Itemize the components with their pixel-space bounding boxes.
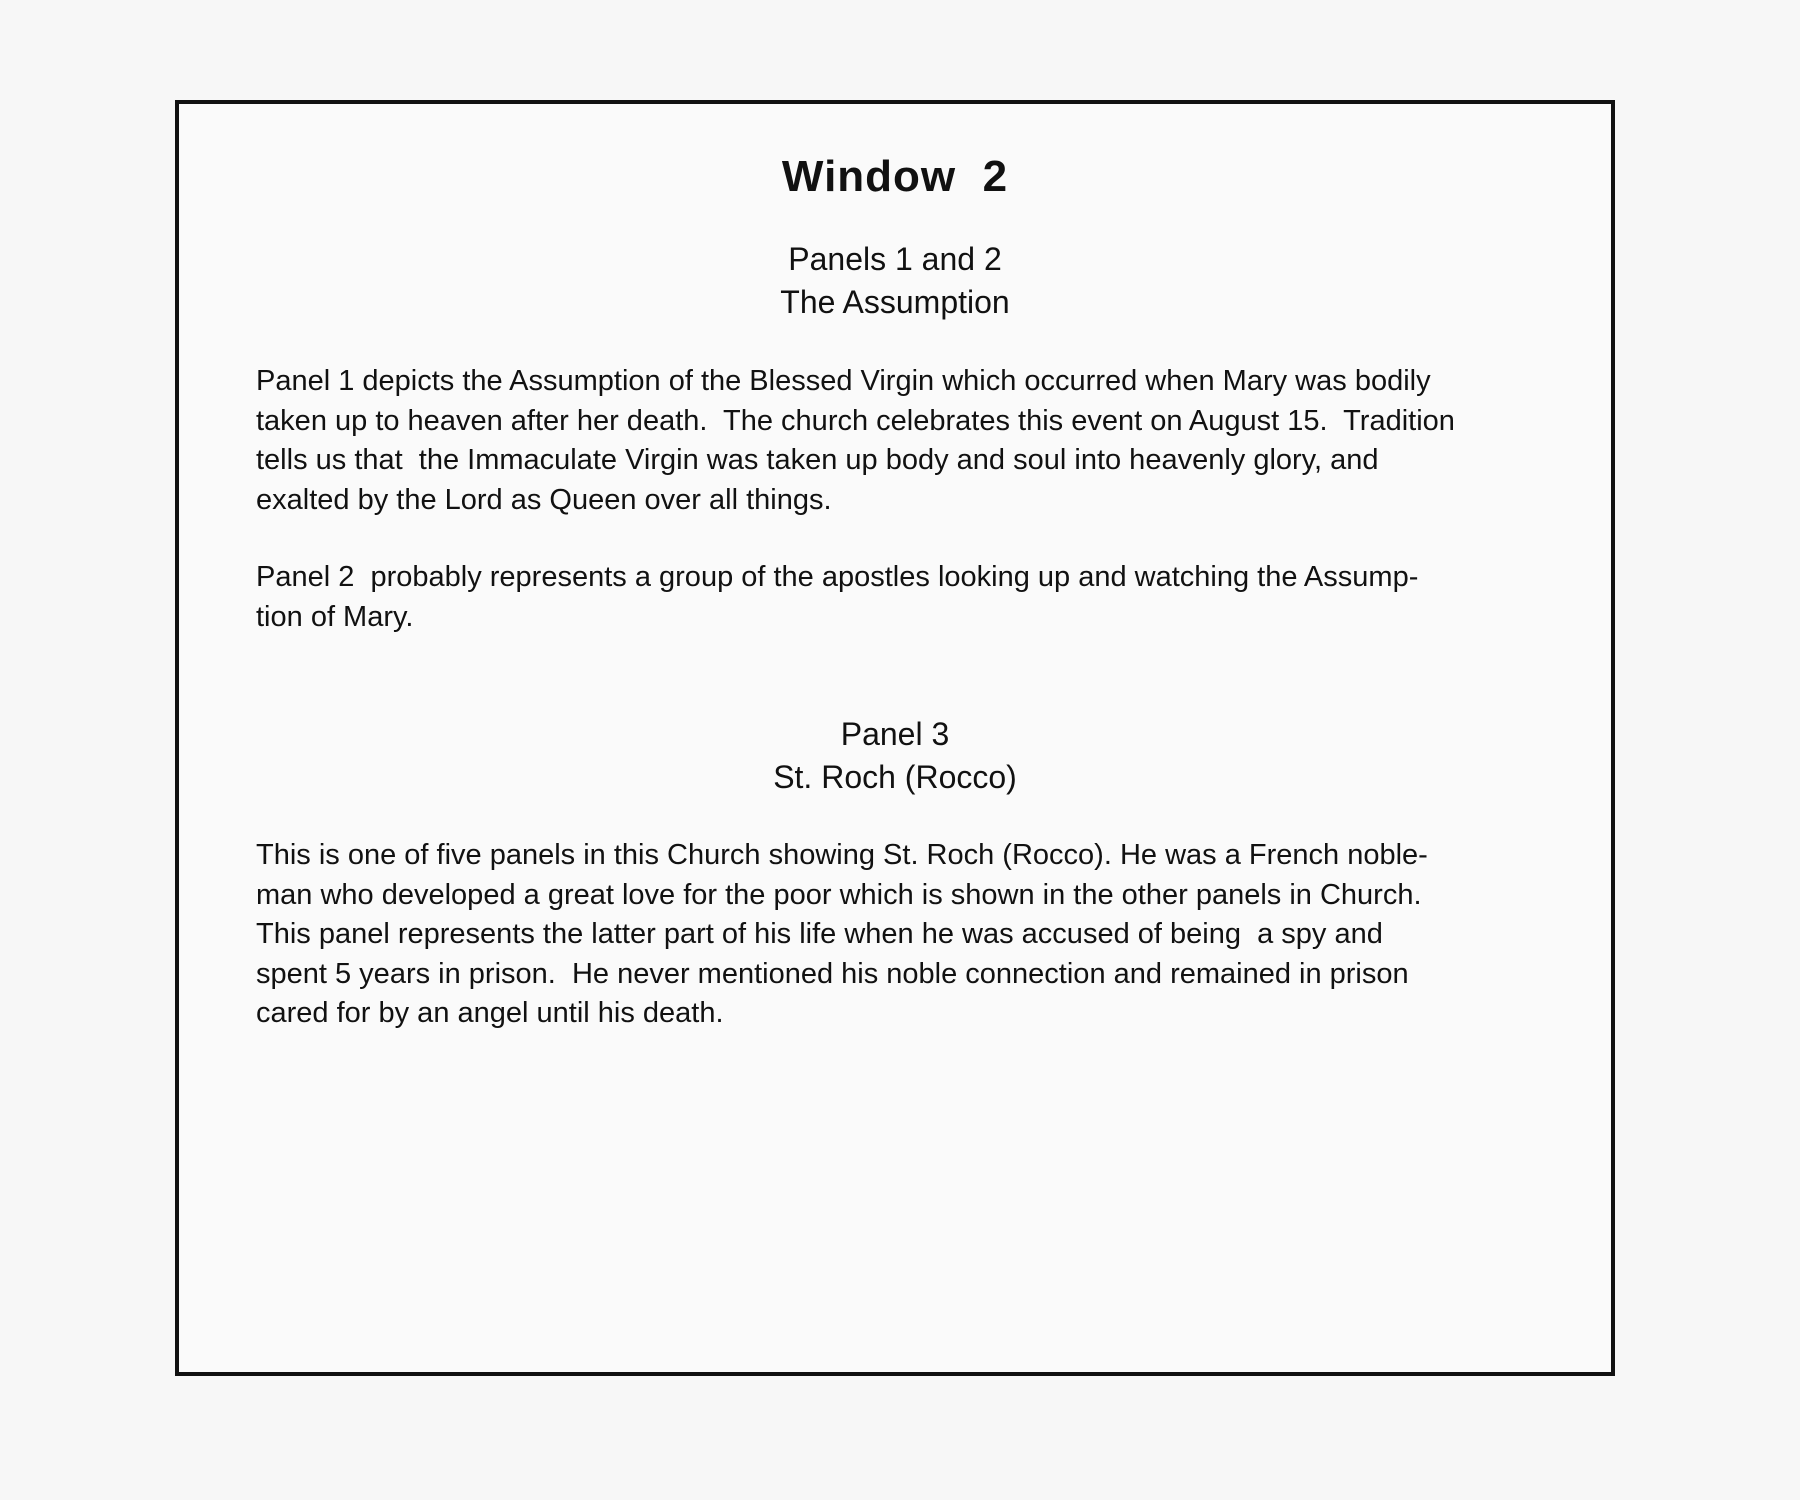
paragraph-line: Panel 1 depicts the Assumption of the Blessed Virgin which occurred when Mary was bodily [256,365,1431,397]
paragraph-line: This panel represents the latter part of his life when he was accused of being a spy and [256,918,1383,950]
paragraph-line: cared for by an angel until his death. [256,997,724,1029]
document-frame [175,100,1615,1376]
paragraph-panel-2 [256,558,1586,637]
page-title: Window 2 [781,152,1009,201]
paragraph-line: tells us that the Immaculate Virgin was taken up body and soul into heavenly glory, and [256,444,1379,476]
paragraph-panel-1 [256,362,1586,520]
paragraph-line: tion of Mary. [256,600,414,633]
section-heading-line: Panel 3 [840,716,950,752]
section-heading-panels-1-2 [179,238,1611,324]
paragraph-line: man who developed a great love for the poor which is shown in the other panels in Church. [256,878,1422,911]
section-heading-subtitle: St. Roch (Rocco) [773,759,1017,795]
paragraph-line: This is one of five panels in this Church showing St. Roch (Rocco). He was a French noble- [256,839,1428,871]
paragraph-line: spent 5 years in prison. He never mentioned his noble connection and remained in prison [256,957,1409,990]
section-heading-line: Panels 1 and 2 [788,241,1002,277]
paragraph-panel-3 [256,836,1586,1034]
section-heading-panel-3 [179,713,1611,799]
paragraph-line: exalted by the Lord as Queen over all things. [256,483,832,516]
paragraph-line: Panel 2 probably represents a group of the apostles looking up and watching the Assump- [256,561,1419,593]
section-heading-subtitle: The Assumption [780,284,1010,320]
paragraph-line: taken up to heaven after her death. The church celebrates this event on August 15. Tradition [256,404,1455,437]
